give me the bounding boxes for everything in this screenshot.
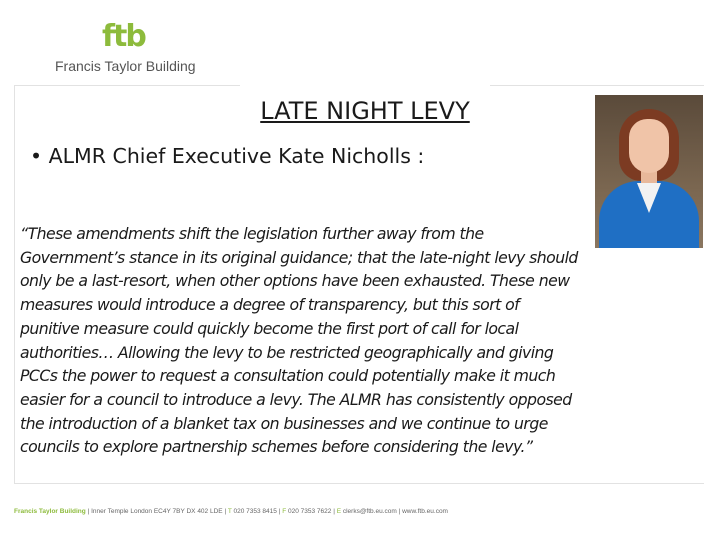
quote-text	[20, 222, 702, 459]
quote-line: the introduction of a blanket tax on businesses and we continue to urge	[20, 413, 548, 433]
quote-line: only be a last-resort, when other options have been exhausted. These new	[20, 271, 570, 291]
frame-top-line	[14, 85, 704, 86]
quote-line: PCCs the power to request a consultation could potentially make it much	[20, 366, 556, 386]
logo-mark: ftb	[102, 19, 145, 54]
frame-left-line	[14, 85, 15, 483]
quote-line: authorities… Allowing the levy to be restricted geographically and giving	[20, 342, 554, 362]
footer-address: Inner Temple London EC4Y 7BY DX 402 LDE	[91, 508, 223, 515]
quote-line: easier for a council to introduce a levy. The ALMR has consistently opposed	[20, 389, 572, 409]
quote-line: punitive measure could quickly become the first port of call for local	[20, 318, 519, 338]
footer-website[interactable]: www.ftb.eu.com	[402, 508, 448, 515]
footer-contact: Francis Taylor Building | Inner Temple London EC4Y 7BY DX 402 LDE | T 020 7353 8415 | F 020 7353 7622 | E clerks@ftb.eu.com | www.ftb.eu.com	[14, 508, 448, 515]
email-label: E	[336, 508, 342, 515]
footer-phone: 020 7353 8415	[233, 508, 277, 515]
footer-fax: 020 7353 7622	[288, 508, 332, 515]
frame-bottom-line	[14, 483, 704, 484]
slide-title: LATE NIGHT LEVY	[260, 97, 470, 125]
logo-name: Francis Taylor Building	[55, 58, 196, 74]
speaker-bullet: • ALMR Chief Executive Kate Nicholls :	[30, 144, 425, 168]
footer-brand: Francis Taylor Building	[14, 508, 86, 515]
company-logo	[55, 19, 215, 82]
phone-label: T	[227, 508, 232, 515]
quote-line: measures would introduce a degree of transparency, but this sort of	[20, 295, 520, 315]
quote-line: “These amendments shift the legislation further away from the	[20, 224, 484, 243]
footer-email[interactable]: clerks@ftb.eu.com	[342, 508, 397, 515]
quote-line: Government’s stance in its original guidance; that the late-night levy should	[20, 247, 578, 267]
fax-label: F	[282, 508, 287, 515]
quote-line: councils to explore partnership schemes before considering the levy.”	[20, 437, 533, 457]
